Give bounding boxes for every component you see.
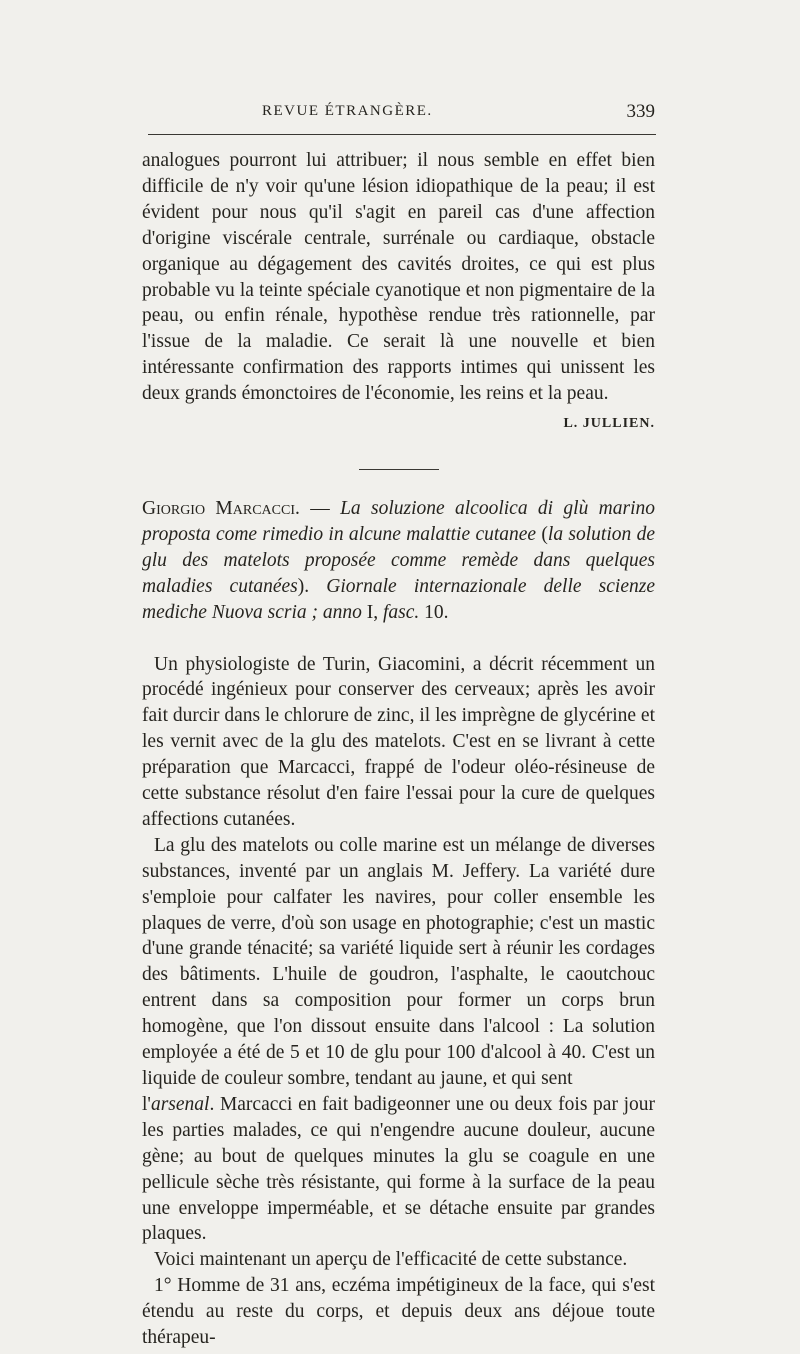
header-rule (148, 134, 656, 135)
arsenal-rest: . Marcacci en fait badigeonner une ou deux fois par jour les parties malades, ce qui n'engendre aucune douleur, aucune gène; au bout de quelques minutes la glu se coagule en une pellicule sèche très résistante, qui forme à la surface de la peau une enveloppe imperméable, et se détache ensuite par grandes plaques. (142, 1093, 655, 1245)
reference-fasc-number: 10. (419, 601, 449, 623)
reference-volume: I, (361, 601, 383, 623)
reference-title-french: la solution de glu des matelots proposée comme remède dans quelques maladies cutanées (142, 523, 655, 597)
running-title: REVUE ÉTRANGÈRE. (262, 103, 433, 119)
paragraph: 1° Homme de 31 ans, eczéma impétigineux de la face, qui s'est étendu au reste du corps, et depuis deux ans déjoue toute thérapeu- (142, 1275, 655, 1349)
reference-fasc: fasc. (383, 601, 420, 623)
reference-open-paren: ( (536, 523, 548, 545)
section-separator (359, 469, 439, 470)
author-signature: L. JULLIEN. (563, 416, 655, 432)
paragraph: Voici maintenant un aperçu de l'efficacité de cette substance. (154, 1249, 628, 1271)
bibliographic-reference (142, 496, 655, 626)
body-text (142, 148, 655, 1351)
reference-journal: Giornale internazionale delle scienze mediche Nuova scria ; anno (142, 575, 655, 623)
reference-author: Giorgio Marcacci. (142, 497, 300, 519)
page-header (145, 101, 655, 123)
arsenal-prefix: l' (142, 1093, 151, 1115)
paragraph: Un physiologiste de Turin, Giacomini, a décrit récemment un procédé ingénieux pour conserver des cerveaux; après les avoir fait durcir dans le chlorure de zinc, il les imprègne de glycérine et les vernit avec de la glu des matelots. C'est en se livrant à cette préparation que Marcacci, frappé de l'odeur oléo-résineuse de cette substance résolut d'en faire l'essai pour la cure de quelques affections cutanées. (142, 653, 655, 830)
reference-title-italian: La soluzione alcoolica di glù marino proposta come rimedio in alcune malattie cutanee (142, 497, 656, 545)
arsenal-word: arsenal (150, 1093, 210, 1115)
paragraph-continued: analogues pourront lui attribuer; il nous semble en effet bien difficile de n'y voir qu'une lésion idiopathique de la peau; il est évident pour nous qu'il s'agit en pareil cas d'une affection d'origine viscérale centrale, surrénale ou cardiaque, obstacle organique au dégagement des cavités droites, ce qui est plus probable vu la teinte spéciale cyanotique et non pigmentaire de la peau, ou enfin rénale, hypothèse rendue très rationnelle, par l'issue de la maladie. Ce serait là une nouvelle et bien intéressante confirmation des rapports intimes qui unissent les deux grands émonctoires de l'économie, les reins et la peau. (142, 150, 655, 405)
paragraph: La glu des matelots ou colle marine est un mélange de diverses substances, inventé par un anglais M. Jeffery. La variété dure s'emploie pour calfater les navires, pour coller ensemble les plaques de verre, d'où son usage en photographie; c'est un mastic d'une grande ténacité; sa variété liquide sert à réunir les cordages des bâtiments. L'huile de goudron, l'asphalte, le caoutchouc entrent dans sa composition pour former un corps brun homogène, que l'on dissout ensuite dans l'alcool : La solution employée a été de 5 et 10 de glu pour 100 d'alcool à 40. C'est un liquide de couleur sombre, tendant au jaune, et qui sent (142, 834, 655, 1089)
reference-close-paren: ). (297, 575, 327, 597)
paragraph-arsenal (142, 1092, 655, 1247)
page-number: 339 (626, 101, 655, 122)
reference-dash: — (299, 497, 341, 519)
